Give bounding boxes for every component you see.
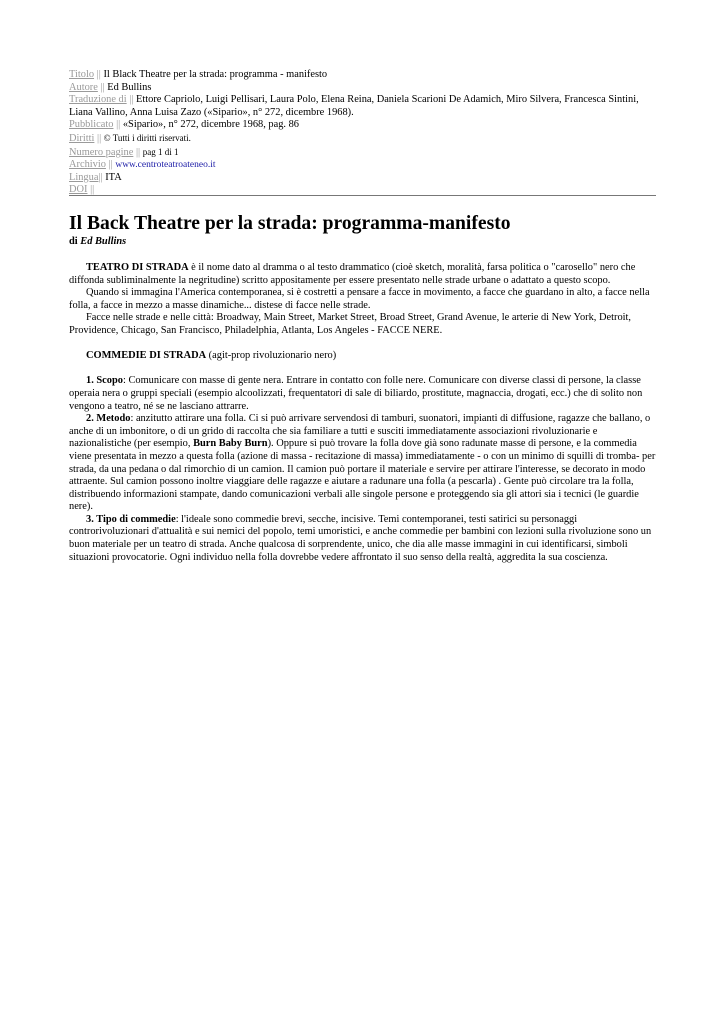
meta-rights-label[interactable]: Diritti	[69, 132, 95, 144]
meta-doi-sep: ||	[90, 184, 95, 196]
meta-pages-label[interactable]: Numero pagine	[69, 146, 134, 158]
meta-author-value: Ed Bullins	[107, 81, 152, 93]
meta-translation-value: Ettore Capriolo, Luigi Pellisari, Laura Polo, Elena Reina, Daniela Scarioni De Adamich, Miro Silvera, Francesca Sintini, Liana Vallino, Anna Luisa Zazo («Sipario», n° 272, dicembre 1968).	[69, 94, 639, 118]
meta-pages-row	[69, 146, 656, 160]
item-scopo-text: : Comunicare con masse di gente nera. Entrare in contatto con folle nere. Comunicare con diverse classi di persone, la classe operaia nera o gruppi speciali (esempio alcoolizzati, frequentatori di sale di biliardo, prostitute, magnaccia, drogati, ecc.) che di solito non vengono a teatro, né se ne lasciano attrarre.	[69, 375, 643, 412]
meta-title-sep: ||	[96, 69, 101, 80]
item-scopo-label: 1. Scopo	[86, 375, 123, 387]
meta-pages-sep: ||	[135, 146, 141, 158]
spacer	[69, 338, 658, 351]
section-heading-text: (agit-prop rivoluzionario nero)	[206, 350, 337, 362]
byline-author: Ed Bullins	[80, 236, 127, 247]
list-item-tipo	[69, 514, 658, 564]
meta-language-row	[69, 172, 656, 185]
meta-translation-row	[69, 94, 656, 119]
meta-pages-value: pag 1 di 1	[142, 146, 179, 157]
intro-text: è il nome dato al dramma o al testo drammatico (cioè sketch, moralità, farsa politica o "carosello" nero che diffonda subliminalmente la negritudine) scritto appositamente per essere presentato nelle strade urbane o adattato a questo scopo.	[69, 262, 636, 286]
paragraph-faces: Facce nelle strade e nelle città: Broadway, Main Street, Market Street, Broad Street, Grand Avenue, le arterie di New York, Detroit, Providence, Chicago, San Francisco, Philadelphia, Atlanta, Los Angeles - FACCE NERE.	[69, 312, 632, 336]
section-heading-bold: COMMEDIE DI STRADA	[86, 350, 207, 362]
meta-archive-row	[69, 159, 656, 172]
byline	[69, 236, 126, 248]
meta-title-row	[69, 69, 656, 82]
meta-author-sep: ||	[100, 81, 105, 93]
meta-doi-label[interactable]: DOI	[69, 184, 88, 196]
meta-author-label[interactable]: Autore	[69, 81, 98, 93]
meta-archive-link[interactable]: www.centroteatroateneo.it	[115, 160, 216, 171]
article-title: Il Back Theatre per la strada: programma-manifesto	[69, 213, 511, 234]
meta-archive-label[interactable]: Archivio	[69, 159, 106, 171]
section-heading	[69, 350, 658, 363]
meta-author-row	[69, 82, 656, 95]
item-tipo-label: 3. Tipo di commedie	[86, 513, 176, 525]
list-item-metodo	[69, 413, 658, 514]
meta-published-row	[69, 119, 656, 132]
meta-published-value: «Sipario», n° 272, dicembre 1968, pag. 86	[122, 119, 299, 131]
header-divider	[69, 195, 656, 196]
item-metodo-text-b: ). Oppure si può trovare la folla dove già sono radunate masse di persone, e la commedia viene presentata in mezzo a questa folla (azione di massa - recitazione di massa) immediatamente - o con un minimo di squilli di tromba- per strada, da una pedana o dal rimorchio di un camion. Il camion può portare il materiale e servire per attirare l'interesse, se decorato in modo attraente. Sul camion possono inoltre viaggiare delle ragazze e aiutare a radunare una folla (a pescarla) . Gente può circolare tra la folla, distribuendo informazioni stampate, dando comunicazioni verbali alle singole persone e proteggendo sia gli attori sia i tecnici (le guardie nere).	[69, 438, 656, 513]
paragraph-intro	[69, 262, 658, 287]
meta-translation-sep: ||	[129, 94, 134, 106]
meta-title-label[interactable]: Titolo	[69, 69, 95, 80]
meta-published-sep: ||	[116, 119, 121, 131]
meta-archive-sep: ||	[108, 159, 113, 171]
meta-published-label[interactable]: Pubblicato	[69, 119, 114, 131]
meta-rights-row	[69, 132, 656, 146]
item-metodo-text-a: : anzitutto attirare una folla. Ci si può arrivare servendosi di tamburi, suonatori, impianti di diffusione, ragazze che ballano, o anche di un imbonitore, o di un grido di raccolta che sia familiare a tutti e susciti immediatamente associazioni rivoluzionarie e nazionalistiche (per esempio,	[69, 413, 651, 450]
byline-prefix: di	[69, 236, 78, 247]
meta-language-label[interactable]: Lingua	[69, 171, 99, 183]
item-metodo-label: 2. Metodo	[86, 413, 131, 425]
meta-title-value: Il Black Theatre per la strada: programma - manifesto	[103, 69, 328, 80]
meta-rights-sep: ||	[97, 132, 102, 144]
item-tipo-text: : l'ideale sono commedie brevi, secche, incisive. Temi contemporanei, testi satirici su personaggi controrivoluzionari d'attualità e sui nemici del popolo, temi umoristici, e anche commedie per bambini con lezioni sulla rivoluzione sono un buon materiale per un teatro di strada. Anche qualcosa di sorprendente, unico, che dia alle masse immagini in cui identificarsi, simboli situazioni provocatorie. Ogni individuo nella folla dovrebbe vedere affrontato il suo senso della realtà, aggredita la sua coscienza.	[69, 513, 652, 563]
meta-rights-value: © Tutti i diritti riservati.	[103, 132, 191, 143]
item-metodo-slogan: Burn Baby Burn	[193, 438, 268, 450]
paragraph-america: Quando si immagina l'America contemporanea, si è costretti a pensare a facce in movimento, a facce che guardano in alto, a facce nella folla, a facce in mezzo a masse dinamiche... distese di facce nelle strade.	[69, 287, 650, 311]
intro-heading: TEATRO DI STRADA	[86, 262, 189, 273]
list-item-scopo	[69, 375, 658, 413]
meta-language-sep: ||	[98, 171, 103, 183]
meta-language-value: ITA	[105, 171, 122, 183]
article-body	[69, 262, 658, 564]
meta-translation-label[interactable]: Traduzione di	[69, 94, 127, 106]
metadata-block	[69, 69, 656, 197]
spacer	[69, 363, 658, 376]
